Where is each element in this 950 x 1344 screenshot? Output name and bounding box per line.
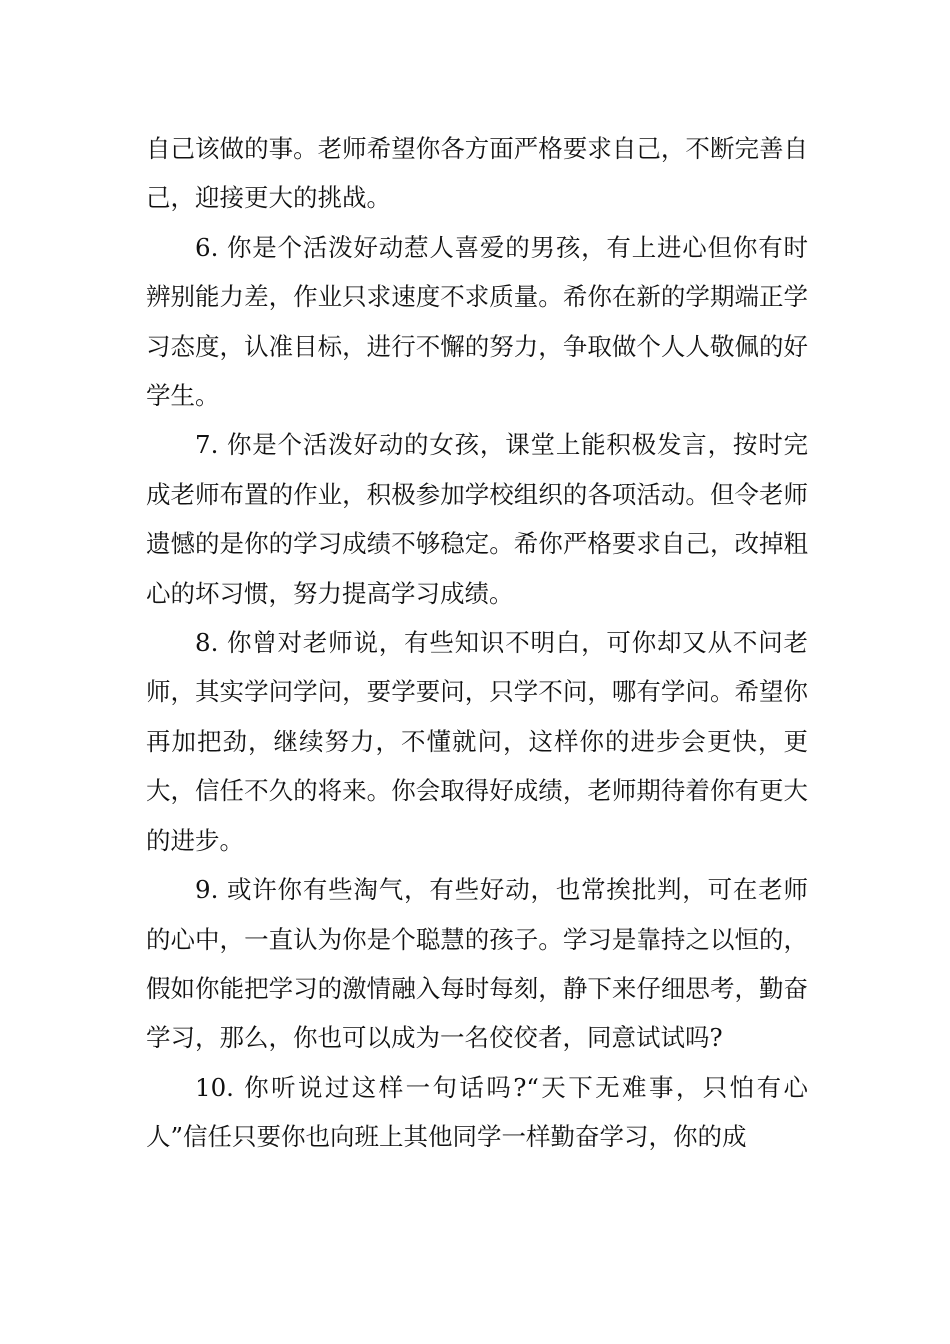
paragraph-item-6: 6. 你是个活泼好动惹人喜爱的男孩，有上进心但你有时辨别能力差，作业只求速度不求质量。希你在新的学期端正学习态度，认准目标，进行不懈的努力，争取做个人人敬佩的好学生。 xyxy=(146,232,808,411)
document-page xyxy=(146,124,808,1162)
paragraph-item-10: 10. 你听说过这样一句话吗?“天下无难事，只怕有心人”信任只要你也向班上其他同学一样勤奋学习，你的成 xyxy=(146,1072,808,1152)
paragraph-continuation: 自己该做的事。老师希望你各方面严格要求自己，不断完善自己，迎接更大的挑战。 xyxy=(146,134,808,213)
paragraph-item-8: 8. 你曾对老师说，有些知识不明白，可你却又从不问老师，其实学问学问，要学要问，只学不问，哪有学问。希望你再加把劲，继续努力，不懂就问，这样你的进步会更快，更大，信任不久的将来。你会取得好成绩，老师期待着你有更大的进步。 xyxy=(146,628,808,855)
paragraph-item-7: 7. 你是个活泼好动的女孩，课堂上能积极发言，按时完成老师布置的作业，积极参加学校组织的各项活动。但令老师遗憾的是你的学习成绩不够稳定。希你严格要求自己，改掉粗心的坏习惯，努力提高学习成绩。 xyxy=(146,430,808,608)
paragraph-item-9: 9. 或许你有些淘气，有些好动，也常挨批判，可在老师的心中，一直认为你是个聪慧的孩子。学习是靠持之以恒的，假如你能把学习的激情融入每时每刻，静下来仔细思考，勤奋学习，那么，你也可以成为一名佼佼者，同意试试吗? xyxy=(146,875,808,1053)
